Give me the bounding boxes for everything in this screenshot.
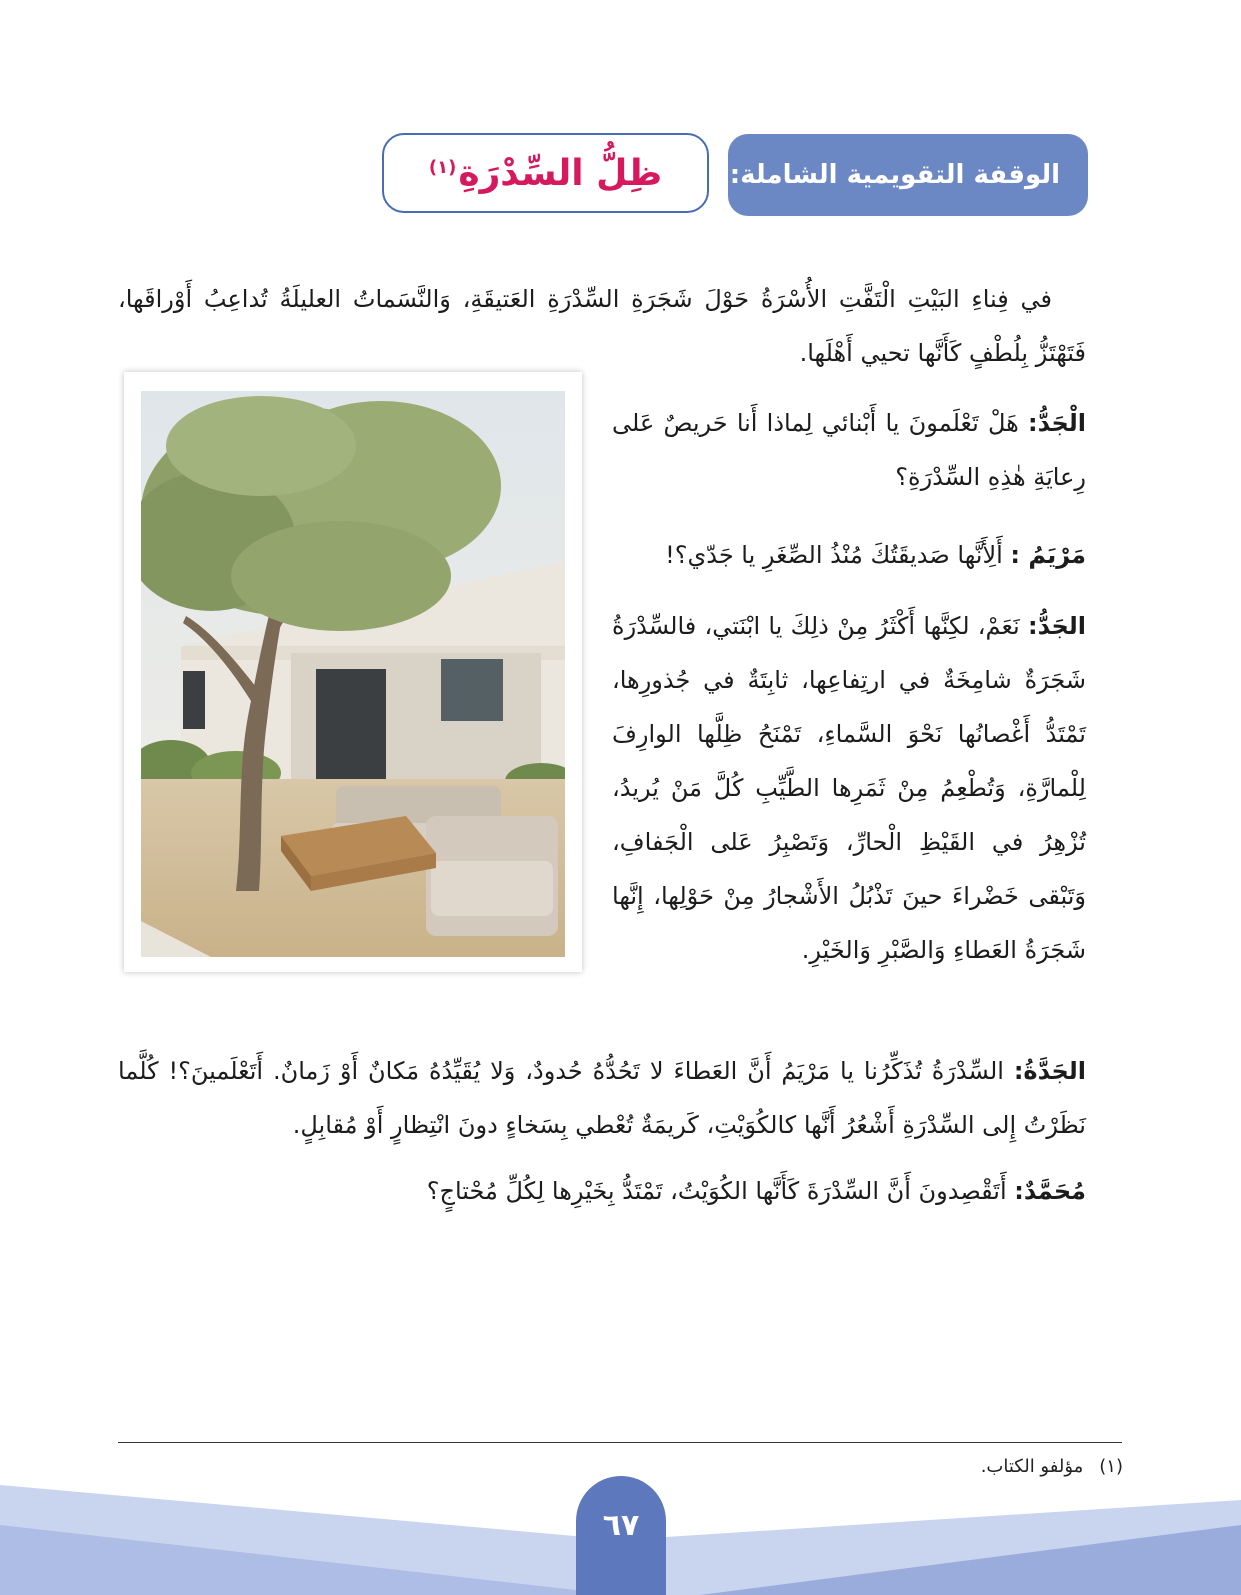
section-label: الوقفة التقويمية الشاملة: — [728, 134, 1088, 216]
speaker-grandfather: الْجَدُّ: — [1028, 409, 1086, 437]
dialogue-text: نَعَمْ، لكِنَّها أَكْثَرُ مِنْ ذلِكَ يا ابْنَتي، فالسِّدْرَةُ شَجَرَةٌ شامِخَةٌ في ارتِفاعِها، ثابِتَةٌ في جُذورِها، تَمْتَدُّ أَغْصانُها نَحْوَ السَّماءِ، تَمْنَحُ ظِلَّها الوارِفَ لِلْمارَّةِ، وَتُطْعِمُ مِنْ ثَمَرِها الطَّيِّبِ كُلَّ مَنْ يُريدُ، تُزْهِرُ في القَيْظِ الْحارِّ، وَتَصْبِرُ عَلى الْجَفافِ، وَتَبْقى خَضْراءَ حينَ تَذْبُلُ الأَشْجارُ مِنْ حَوْلِها، إِنَّها شَجَرَةُ العَطاءِ وَالصَّبْرِ وَالخَيْرِ. — [612, 612, 1086, 964]
dialogue-grandmother — [118, 1044, 1086, 1152]
footnote — [981, 1456, 1123, 1477]
dialogue-text: أَلِأَنَّها صَديقَتُكَ مُنْذُ الصِّغَرِ يا جَدّي؟! — [665, 541, 1011, 569]
dialogue-grandfather-2 — [612, 599, 1086, 977]
speaker-grandfather: الجَدُّ: — [1028, 612, 1086, 640]
footnote-mark: (١) — [1099, 1456, 1123, 1477]
footnote-text: مؤلفو الكتاب. — [980, 1456, 1084, 1477]
page-number-badge: ٦٧ — [576, 1476, 666, 1595]
dialogue-text: أَتَقْصِدونَ أَنَّ السِّدْرَةَ كَأَنَّها الكُوَيْتُ، تَمْتَدُّ بِخَيْرِها لِكُلِّ مُحْتاجٍ؟ — [426, 1177, 1015, 1205]
intro-paragraph: في فِناءِ البَيْتِ الْتَفَّتِ الأُسْرَةُ حَوْلَ شَجَرَةِ السِّدْرَةِ العَتيقَةِ، وَالنَّسَماتُ العليلَةُ تُداعِبُ أَوْراقَها، فَتَهْتَزُّ بِلُطْفٍ كَأَنَّها تحيي أَهْلَها. — [118, 285, 1086, 367]
dialogue-grandfather-1 — [612, 396, 1086, 504]
dialogue-mohammed — [118, 1164, 1086, 1218]
title-footnote-mark: (١) — [428, 156, 457, 178]
speaker-maryam: مَرْيَمُ : — [1010, 541, 1086, 569]
speaker-mohammed: مُحَمَّدٌ: — [1014, 1177, 1086, 1205]
sidr-tree-photo — [124, 372, 582, 972]
dialogue-maryam — [612, 528, 1086, 582]
footnote-divider — [118, 1442, 1122, 1443]
speaker-grandmother: الجَدَّةُ: — [1013, 1057, 1086, 1085]
lesson-title-box — [382, 133, 709, 213]
lesson-title: ظِلُّ السِّدْرَةِ — [458, 152, 663, 194]
courtyard-illustration — [141, 391, 565, 957]
dialogue-text: السِّدْرَةُ تُذَكِّرُنا يا مَرْيَمُ أَنَّ العَطاءَ لا تَحُدُّهُ حُدودٌ، وَلا يُقَيِّدُهُ مَكانٌ أَوْ زَمانٌ. أَتَعْلَمينَ؟! كُلَّما نَظَرْتُ إِلى السِّدْرَةِ أَشْعُرُ أَنَّها كالكُوَيْتِ، كَريمَةٌ تُعْطي بِسَخاءٍ دونَ انْتِظارٍ أَوْ مُقابِلٍ. — [118, 1057, 1086, 1139]
dialogue-text: هَلْ تَعْلَمونَ يا أَبْنائي لِماذا أَنا حَريصٌ عَلى رِعايَةِ هٰذِهِ السِّدْرَةِ؟ — [612, 409, 1086, 491]
